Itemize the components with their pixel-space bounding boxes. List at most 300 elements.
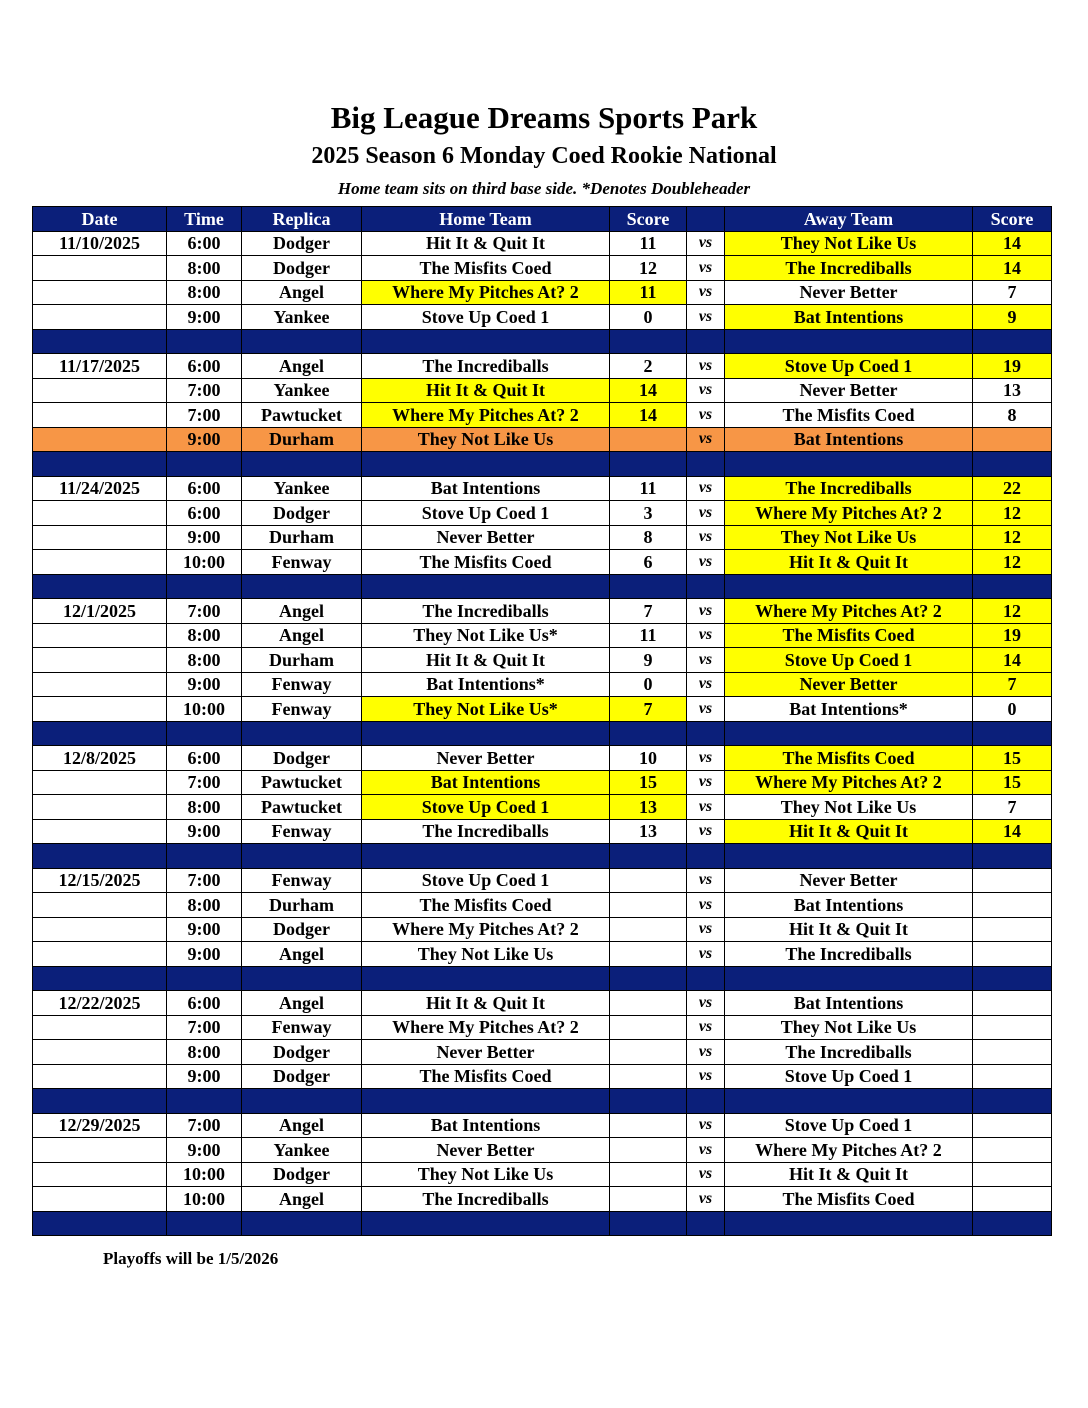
away-score-cell: 12 bbox=[973, 501, 1052, 526]
home-score-cell: 7 bbox=[610, 599, 687, 624]
away-team-cell: The Misfits Coed bbox=[725, 403, 973, 428]
game-row bbox=[33, 550, 1052, 575]
col-away-score: Score bbox=[973, 207, 1052, 232]
away-team-cell: Never Better bbox=[725, 378, 973, 403]
col-home-score: Score bbox=[610, 207, 687, 232]
home-team-cell: Never Better bbox=[362, 1138, 610, 1163]
time-cell: 6:00 bbox=[167, 501, 242, 526]
separator-cell bbox=[242, 574, 362, 599]
away-team-cell: Stove Up Coed 1 bbox=[725, 1064, 973, 1089]
separator-cell bbox=[610, 574, 687, 599]
week-separator bbox=[33, 329, 1052, 354]
separator-cell bbox=[687, 329, 725, 354]
time-cell: 7:00 bbox=[167, 1015, 242, 1040]
home-score-cell bbox=[610, 1015, 687, 1040]
separator-cell bbox=[725, 1211, 973, 1236]
week-separator bbox=[33, 1089, 1052, 1114]
separator-cell bbox=[973, 844, 1052, 869]
away-team-cell: Never Better bbox=[725, 280, 973, 305]
time-cell: 9:00 bbox=[167, 819, 242, 844]
away-score-cell bbox=[973, 942, 1052, 967]
separator-cell bbox=[167, 574, 242, 599]
home-team-cell: The Misfits Coed bbox=[362, 256, 610, 281]
separator-cell bbox=[167, 1089, 242, 1114]
away-team-cell: They Not Like Us bbox=[725, 1015, 973, 1040]
replica-cell: Durham bbox=[242, 525, 362, 550]
vs-label: vs bbox=[687, 868, 725, 893]
vs-label: vs bbox=[687, 1187, 725, 1212]
replica-cell: Fenway bbox=[242, 550, 362, 575]
separator-cell bbox=[362, 1211, 610, 1236]
vs-label: vs bbox=[687, 1162, 725, 1187]
vs-label: vs bbox=[687, 354, 725, 379]
home-team-cell: They Not Like Us* bbox=[362, 697, 610, 722]
game-row bbox=[33, 403, 1052, 428]
home-score-cell: 11 bbox=[610, 280, 687, 305]
date-cell bbox=[33, 1138, 167, 1163]
home-score-cell: 0 bbox=[610, 305, 687, 330]
col-vs bbox=[687, 207, 725, 232]
away-score-cell bbox=[973, 427, 1052, 452]
home-score-cell bbox=[610, 1113, 687, 1138]
away-team-cell: Never Better bbox=[725, 868, 973, 893]
home-score-cell: 12 bbox=[610, 256, 687, 281]
home-team-cell: They Not Like Us bbox=[362, 427, 610, 452]
away-team-cell: Where My Pitches At? 2 bbox=[725, 1138, 973, 1163]
date-cell bbox=[33, 1015, 167, 1040]
time-cell: 8:00 bbox=[167, 280, 242, 305]
separator-cell bbox=[973, 452, 1052, 477]
time-cell: 7:00 bbox=[167, 770, 242, 795]
game-row bbox=[33, 819, 1052, 844]
game-row bbox=[33, 256, 1052, 281]
vs-label: vs bbox=[687, 501, 725, 526]
header-row bbox=[33, 207, 1052, 232]
time-cell: 7:00 bbox=[167, 599, 242, 624]
home-team-cell: The Misfits Coed bbox=[362, 550, 610, 575]
separator-cell bbox=[242, 721, 362, 746]
replica-cell: Angel bbox=[242, 354, 362, 379]
away-team-cell: The Misfits Coed bbox=[725, 1187, 973, 1212]
replica-cell: Dodger bbox=[242, 231, 362, 256]
playoffs-note: Playoffs will be 1/5/2026 bbox=[103, 1249, 279, 1268]
away-team-cell: Hit It & Quit It bbox=[725, 550, 973, 575]
vs-label: vs bbox=[687, 378, 725, 403]
replica-cell: Dodger bbox=[242, 746, 362, 771]
time-cell: 10:00 bbox=[167, 1187, 242, 1212]
away-score-cell: 14 bbox=[973, 648, 1052, 673]
home-team-cell: The Incrediballs bbox=[362, 819, 610, 844]
time-cell: 6:00 bbox=[167, 746, 242, 771]
away-team-cell: The Misfits Coed bbox=[725, 623, 973, 648]
time-cell: 6:00 bbox=[167, 354, 242, 379]
home-score-cell bbox=[610, 1138, 687, 1163]
separator-cell bbox=[610, 452, 687, 477]
away-team-cell: Bat Intentions bbox=[725, 305, 973, 330]
replica-cell: Pawtucket bbox=[242, 795, 362, 820]
week-separator bbox=[33, 1211, 1052, 1236]
away-team-cell: Bat Intentions bbox=[725, 427, 973, 452]
time-cell: 9:00 bbox=[167, 672, 242, 697]
separator-cell bbox=[725, 1089, 973, 1114]
separator-cell bbox=[242, 844, 362, 869]
time-cell: 8:00 bbox=[167, 623, 242, 648]
vs-label: vs bbox=[687, 991, 725, 1016]
time-cell: 6:00 bbox=[167, 476, 242, 501]
date-cell bbox=[33, 378, 167, 403]
home-score-cell: 9 bbox=[610, 648, 687, 673]
home-team-cell: The Misfits Coed bbox=[362, 1064, 610, 1089]
home-score-cell: 2 bbox=[610, 354, 687, 379]
away-team-cell: They Not Like Us bbox=[725, 525, 973, 550]
separator-cell bbox=[33, 1211, 167, 1236]
time-cell: 9:00 bbox=[167, 1138, 242, 1163]
separator-cell bbox=[33, 574, 167, 599]
separator-cell bbox=[973, 966, 1052, 991]
away-score-cell: 22 bbox=[973, 476, 1052, 501]
home-score-cell bbox=[610, 1162, 687, 1187]
replica-cell: Angel bbox=[242, 599, 362, 624]
separator-cell bbox=[242, 329, 362, 354]
replica-cell: Fenway bbox=[242, 672, 362, 697]
time-cell: 9:00 bbox=[167, 525, 242, 550]
separator-cell bbox=[167, 844, 242, 869]
home-team-cell: Where My Pitches At? 2 bbox=[362, 1015, 610, 1040]
time-cell: 6:00 bbox=[167, 991, 242, 1016]
away-team-cell: Hit It & Quit It bbox=[725, 917, 973, 942]
separator-cell bbox=[167, 966, 242, 991]
game-row bbox=[33, 1138, 1052, 1163]
separator-cell bbox=[610, 329, 687, 354]
separator-cell bbox=[362, 329, 610, 354]
replica-cell: Yankee bbox=[242, 305, 362, 330]
date-cell bbox=[33, 770, 167, 795]
vs-label: vs bbox=[687, 256, 725, 281]
vs-label: vs bbox=[687, 672, 725, 697]
away-team-cell: The Incrediballs bbox=[725, 256, 973, 281]
away-team-cell: Bat Intentions bbox=[725, 991, 973, 1016]
home-team-cell: Bat Intentions* bbox=[362, 672, 610, 697]
date-cell: 11/17/2025 bbox=[33, 354, 167, 379]
home-team-cell: The Incrediballs bbox=[362, 1187, 610, 1212]
time-cell: 8:00 bbox=[167, 1040, 242, 1065]
away-team-cell: Hit It & Quit It bbox=[725, 819, 973, 844]
away-score-cell: 12 bbox=[973, 599, 1052, 624]
replica-cell: Angel bbox=[242, 942, 362, 967]
time-cell: 10:00 bbox=[167, 1162, 242, 1187]
home-team-cell: They Not Like Us bbox=[362, 1162, 610, 1187]
away-team-cell: Bat Intentions bbox=[725, 893, 973, 918]
date-cell bbox=[33, 623, 167, 648]
separator-cell bbox=[167, 329, 242, 354]
replica-cell: Durham bbox=[242, 427, 362, 452]
col-away-team: Away Team bbox=[725, 207, 973, 232]
game-row bbox=[33, 305, 1052, 330]
home-score-cell: 0 bbox=[610, 672, 687, 697]
page-title: Big League Dreams Sports Park bbox=[330, 100, 758, 135]
separator-cell bbox=[242, 1211, 362, 1236]
game-row bbox=[33, 476, 1052, 501]
separator-cell bbox=[33, 329, 167, 354]
vs-label: vs bbox=[687, 476, 725, 501]
vs-label: vs bbox=[687, 819, 725, 844]
home-score-cell: 3 bbox=[610, 501, 687, 526]
home-team-cell: Hit It & Quit It bbox=[362, 378, 610, 403]
date-cell bbox=[33, 942, 167, 967]
time-cell: 10:00 bbox=[167, 550, 242, 575]
away-score-cell bbox=[973, 1162, 1052, 1187]
home-team-cell: Never Better bbox=[362, 746, 610, 771]
date-cell bbox=[33, 501, 167, 526]
time-cell: 7:00 bbox=[167, 378, 242, 403]
away-score-cell: 19 bbox=[973, 354, 1052, 379]
date-cell: 11/24/2025 bbox=[33, 476, 167, 501]
date-cell bbox=[33, 1064, 167, 1089]
replica-cell: Dodger bbox=[242, 917, 362, 942]
time-cell: 6:00 bbox=[167, 231, 242, 256]
replica-cell: Durham bbox=[242, 893, 362, 918]
vs-label: vs bbox=[687, 305, 725, 330]
replica-cell: Dodger bbox=[242, 256, 362, 281]
home-score-cell: 7 bbox=[610, 697, 687, 722]
time-cell: 10:00 bbox=[167, 697, 242, 722]
away-team-cell: Hit It & Quit It bbox=[725, 1162, 973, 1187]
vs-label: vs bbox=[687, 280, 725, 305]
game-row bbox=[33, 525, 1052, 550]
date-cell: 12/1/2025 bbox=[33, 599, 167, 624]
replica-cell: Dodger bbox=[242, 1040, 362, 1065]
separator-cell bbox=[610, 1089, 687, 1114]
date-cell bbox=[33, 795, 167, 820]
vs-label: vs bbox=[687, 1113, 725, 1138]
game-row bbox=[33, 1162, 1052, 1187]
away-team-cell: The Incrediballs bbox=[725, 942, 973, 967]
away-score-cell: 0 bbox=[973, 697, 1052, 722]
replica-cell: Dodger bbox=[242, 501, 362, 526]
game-row bbox=[33, 868, 1052, 893]
vs-label: vs bbox=[687, 1138, 725, 1163]
home-team-cell: Bat Intentions bbox=[362, 770, 610, 795]
away-team-cell: Never Better bbox=[725, 672, 973, 697]
vs-label: vs bbox=[687, 525, 725, 550]
home-team-cell: Where My Pitches At? 2 bbox=[362, 917, 610, 942]
separator-cell bbox=[242, 966, 362, 991]
vs-label: vs bbox=[687, 795, 725, 820]
home-score-cell: 8 bbox=[610, 525, 687, 550]
away-score-cell: 7 bbox=[973, 795, 1052, 820]
home-team-cell: The Misfits Coed bbox=[362, 893, 610, 918]
time-cell: 7:00 bbox=[167, 1113, 242, 1138]
game-row bbox=[33, 1015, 1052, 1040]
separator-cell bbox=[687, 574, 725, 599]
separator-cell bbox=[687, 1211, 725, 1236]
date-cell: 12/22/2025 bbox=[33, 991, 167, 1016]
vs-label: vs bbox=[687, 746, 725, 771]
separator-cell bbox=[725, 574, 973, 599]
vs-label: vs bbox=[687, 893, 725, 918]
home-team-cell: Where My Pitches At? 2 bbox=[362, 280, 610, 305]
away-score-cell: 7 bbox=[973, 280, 1052, 305]
vs-label: vs bbox=[687, 599, 725, 624]
away-score-cell: 15 bbox=[973, 746, 1052, 771]
time-cell: 8:00 bbox=[167, 795, 242, 820]
home-team-cell: They Not Like Us* bbox=[362, 623, 610, 648]
home-team-cell: Stove Up Coed 1 bbox=[362, 868, 610, 893]
col-date: Date bbox=[33, 207, 167, 232]
home-score-cell bbox=[610, 991, 687, 1016]
away-team-cell: Stove Up Coed 1 bbox=[725, 648, 973, 673]
col-replica: Replica bbox=[242, 207, 362, 232]
game-row bbox=[33, 942, 1052, 967]
separator-cell bbox=[610, 1211, 687, 1236]
home-score-cell: 10 bbox=[610, 746, 687, 771]
vs-label: vs bbox=[687, 623, 725, 648]
game-row bbox=[33, 1040, 1052, 1065]
vs-label: vs bbox=[687, 697, 725, 722]
separator-cell bbox=[33, 452, 167, 477]
time-cell: 9:00 bbox=[167, 1064, 242, 1089]
separator-cell bbox=[362, 721, 610, 746]
separator-cell bbox=[33, 1089, 167, 1114]
away-score-cell bbox=[973, 893, 1052, 918]
away-score-cell: 12 bbox=[973, 525, 1052, 550]
away-score-cell bbox=[973, 1040, 1052, 1065]
vs-label: vs bbox=[687, 403, 725, 428]
home-score-cell bbox=[610, 917, 687, 942]
date-cell bbox=[33, 819, 167, 844]
home-score-cell: 15 bbox=[610, 770, 687, 795]
vs-label: vs bbox=[687, 648, 725, 673]
week-separator bbox=[33, 574, 1052, 599]
replica-cell: Pawtucket bbox=[242, 403, 362, 428]
date-cell bbox=[33, 1162, 167, 1187]
separator-cell bbox=[725, 329, 973, 354]
home-score-cell bbox=[610, 893, 687, 918]
away-score-cell: 15 bbox=[973, 770, 1052, 795]
separator-cell bbox=[242, 1089, 362, 1114]
week-separator bbox=[33, 721, 1052, 746]
time-cell: 7:00 bbox=[167, 403, 242, 428]
home-score-cell bbox=[610, 868, 687, 893]
separator-cell bbox=[725, 721, 973, 746]
separator-cell bbox=[167, 1211, 242, 1236]
replica-cell: Angel bbox=[242, 1187, 362, 1212]
away-score-cell: 19 bbox=[973, 623, 1052, 648]
date-cell bbox=[33, 893, 167, 918]
vs-label: vs bbox=[687, 1064, 725, 1089]
home-score-cell: 6 bbox=[610, 550, 687, 575]
home-team-cell: Hit It & Quit It bbox=[362, 231, 610, 256]
time-cell: 9:00 bbox=[167, 917, 242, 942]
away-score-cell: 9 bbox=[973, 305, 1052, 330]
date-cell bbox=[33, 697, 167, 722]
away-score-cell: 14 bbox=[973, 256, 1052, 281]
separator-cell bbox=[362, 574, 610, 599]
replica-cell: Angel bbox=[242, 991, 362, 1016]
game-row bbox=[33, 991, 1052, 1016]
away-team-cell: The Incrediballs bbox=[725, 476, 973, 501]
col-time: Time bbox=[167, 207, 242, 232]
separator-cell bbox=[687, 721, 725, 746]
date-cell bbox=[33, 305, 167, 330]
home-team-cell: They Not Like Us bbox=[362, 942, 610, 967]
away-score-cell bbox=[973, 1113, 1052, 1138]
home-score-cell: 13 bbox=[610, 819, 687, 844]
home-score-cell: 11 bbox=[610, 476, 687, 501]
home-score-cell: 11 bbox=[610, 623, 687, 648]
date-cell: 12/15/2025 bbox=[33, 868, 167, 893]
date-cell bbox=[33, 550, 167, 575]
replica-cell: Fenway bbox=[242, 697, 362, 722]
away-score-cell: 12 bbox=[973, 550, 1052, 575]
replica-cell: Pawtucket bbox=[242, 770, 362, 795]
replica-cell: Angel bbox=[242, 623, 362, 648]
time-cell: 8:00 bbox=[167, 256, 242, 281]
home-team-cell: Stove Up Coed 1 bbox=[362, 501, 610, 526]
home-score-cell bbox=[610, 1187, 687, 1212]
home-team-cell: Where My Pitches At? 2 bbox=[362, 403, 610, 428]
home-team-cell: Stove Up Coed 1 bbox=[362, 795, 610, 820]
away-team-cell: They Not Like Us bbox=[725, 231, 973, 256]
separator-cell bbox=[362, 1089, 610, 1114]
date-cell bbox=[33, 525, 167, 550]
col-home-team: Home Team bbox=[362, 207, 610, 232]
game-row bbox=[33, 672, 1052, 697]
away-score-cell: 14 bbox=[973, 819, 1052, 844]
vs-label: vs bbox=[687, 917, 725, 942]
away-score-cell bbox=[973, 991, 1052, 1016]
separator-cell bbox=[362, 452, 610, 477]
time-cell: 9:00 bbox=[167, 427, 242, 452]
separator-cell bbox=[33, 721, 167, 746]
date-cell: 12/29/2025 bbox=[33, 1113, 167, 1138]
home-team-cell: Never Better bbox=[362, 1040, 610, 1065]
replica-cell: Yankee bbox=[242, 476, 362, 501]
replica-cell: Yankee bbox=[242, 378, 362, 403]
away-team-cell: They Not Like Us bbox=[725, 795, 973, 820]
away-team-cell: The Misfits Coed bbox=[725, 746, 973, 771]
separator-cell bbox=[362, 966, 610, 991]
home-score-cell: 13 bbox=[610, 795, 687, 820]
schedule-body bbox=[33, 231, 1052, 1236]
season-subtitle: 2025 Season 6 Monday Coed Rookie National bbox=[311, 143, 777, 169]
separator-cell bbox=[687, 1089, 725, 1114]
separator-cell bbox=[167, 721, 242, 746]
date-cell: 11/10/2025 bbox=[33, 231, 167, 256]
home-team-cell: Hit It & Quit It bbox=[362, 991, 610, 1016]
vs-label: vs bbox=[687, 1015, 725, 1040]
home-score-cell: 14 bbox=[610, 378, 687, 403]
date-cell bbox=[33, 917, 167, 942]
away-score-cell bbox=[973, 1064, 1052, 1089]
week-separator bbox=[33, 452, 1052, 477]
away-score-cell: 13 bbox=[973, 378, 1052, 403]
away-score-cell: 14 bbox=[973, 231, 1052, 256]
home-team-cell: Hit It & Quit It bbox=[362, 648, 610, 673]
home-score-cell bbox=[610, 1064, 687, 1089]
away-team-cell: Stove Up Coed 1 bbox=[725, 1113, 973, 1138]
home-team-cell: Bat Intentions bbox=[362, 476, 610, 501]
time-cell: 7:00 bbox=[167, 868, 242, 893]
time-cell: 9:00 bbox=[167, 305, 242, 330]
separator-cell bbox=[33, 966, 167, 991]
home-team-cell: Bat Intentions bbox=[362, 1113, 610, 1138]
game-row bbox=[33, 795, 1052, 820]
date-cell bbox=[33, 648, 167, 673]
game-row bbox=[33, 1064, 1052, 1089]
replica-cell: Dodger bbox=[242, 1162, 362, 1187]
date-cell bbox=[33, 672, 167, 697]
